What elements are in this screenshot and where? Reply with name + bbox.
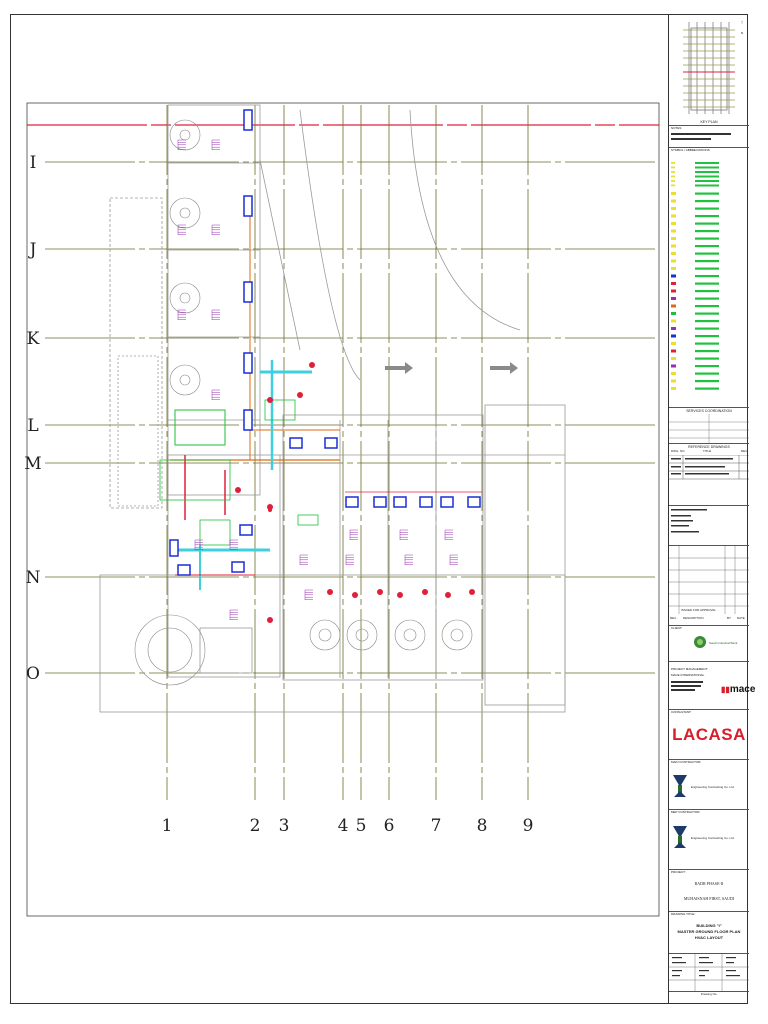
schedule-block bbox=[350, 530, 358, 540]
contractor-logo-icon bbox=[671, 773, 689, 801]
client-logo-icon bbox=[693, 635, 707, 649]
revision-col-by: BY bbox=[727, 616, 732, 620]
column-grid-lines bbox=[167, 105, 528, 800]
diffusers bbox=[235, 362, 475, 623]
row-grid-lines bbox=[45, 162, 655, 673]
pm-name: MACE INTERNATIONAL bbox=[671, 673, 705, 677]
revision-col-rev: REV. bbox=[670, 616, 677, 620]
column-label-4: 4 bbox=[337, 816, 349, 836]
notes-cell bbox=[669, 126, 749, 148]
services-coordination-cell bbox=[669, 408, 749, 444]
drawing-title-line-2: MASTER GROUND FLOOR PLAN bbox=[677, 929, 741, 934]
svg-text:N: N bbox=[740, 31, 744, 35]
building-walls bbox=[100, 105, 565, 712]
key-plan-cell bbox=[669, 14, 749, 126]
lacasa-logo: LACASA bbox=[672, 725, 746, 744]
drawing-number-label: Drawing No. bbox=[700, 992, 718, 996]
column-label-7: 7 bbox=[430, 816, 442, 836]
row-label-L: L bbox=[27, 416, 39, 436]
ductwork bbox=[160, 210, 482, 590]
drawing-title-cell bbox=[669, 912, 749, 954]
legend-symbols bbox=[669, 156, 749, 406]
column-label-9: 9 bbox=[522, 816, 534, 836]
row-label-I: I bbox=[29, 153, 37, 173]
column-grid-labels bbox=[162, 816, 534, 836]
services-coordination-heading: SERVICES COORDINATION bbox=[686, 409, 732, 413]
revision-grid bbox=[669, 546, 749, 614]
mace-logo: ▮▮mace bbox=[721, 684, 756, 695]
schedule-block bbox=[445, 530, 453, 540]
coordination-notes-cell bbox=[669, 506, 749, 546]
revision-col-description: DESCRIPTION bbox=[683, 616, 704, 620]
main-contractor-cell bbox=[669, 760, 749, 810]
schedule-block bbox=[400, 530, 408, 540]
ac-units bbox=[170, 110, 480, 575]
project-location: MUHAISNAH FIRST, SAUDI bbox=[683, 896, 735, 901]
key-plan-diagram bbox=[669, 14, 749, 122]
spiral-stairs bbox=[135, 120, 472, 685]
drawing-title-line-1: BUILDING "I" bbox=[696, 923, 722, 928]
column-label-2: 2 bbox=[249, 816, 261, 836]
column-label-1: 1 bbox=[161, 816, 173, 836]
ref-col-dwg: DWG. NO. bbox=[671, 449, 686, 453]
schedule-block bbox=[212, 390, 220, 400]
row-label-N: N bbox=[25, 568, 41, 588]
svg-text:↑: ↑ bbox=[740, 20, 744, 26]
legend-heading: SYMBOL / ABBREVIATIONS bbox=[671, 148, 710, 152]
row-label-O: O bbox=[26, 664, 40, 684]
column-label-5: 5 bbox=[355, 816, 367, 836]
ref-col-rev: REV. bbox=[741, 449, 748, 453]
main-contractor-label: MAIN CONTRACTOR: bbox=[671, 760, 702, 764]
coordination-notes-lines bbox=[669, 506, 749, 544]
consultant-cell bbox=[669, 710, 749, 760]
schedule-block bbox=[178, 140, 186, 150]
client-name: Saudi Industrial Bank bbox=[709, 641, 738, 645]
schedule-block bbox=[230, 610, 238, 620]
schedule-block bbox=[300, 555, 308, 565]
project-cell bbox=[669, 870, 749, 912]
notes-heading: NOTES bbox=[671, 126, 682, 130]
ref-col-title: TITLE bbox=[703, 449, 712, 453]
mep-contractor-label: MEP CONTRACTOR: bbox=[671, 810, 701, 814]
project-name: BADR PHASE-II bbox=[694, 881, 724, 886]
drawing-title-label: DRAWING TITLE: bbox=[671, 912, 696, 916]
schedule-block bbox=[405, 555, 413, 565]
schedule-block bbox=[212, 140, 220, 150]
row-label-K: K bbox=[26, 329, 40, 349]
project-management-cell bbox=[669, 662, 756, 710]
mep-contractor-logo-icon bbox=[671, 824, 689, 852]
mep-contractor-cell bbox=[669, 810, 749, 870]
drawing-title-line-3: HVAC LAYOUT bbox=[694, 935, 724, 940]
pm-address-line bbox=[671, 685, 701, 687]
row-label-M: M bbox=[24, 454, 42, 474]
main-contractor-name: Engineering Contracting Co. Ltd. bbox=[691, 785, 735, 789]
drawing-info-grid bbox=[669, 954, 749, 992]
schedule-block bbox=[305, 590, 313, 600]
notes-line bbox=[671, 133, 731, 135]
schedule-block bbox=[178, 225, 186, 235]
schedule-block bbox=[178, 310, 186, 320]
consultant-label: CONSULTANT: bbox=[671, 710, 692, 714]
notes-line bbox=[671, 138, 711, 140]
pm-address-line bbox=[671, 689, 695, 691]
column-label-3: 3 bbox=[278, 816, 290, 836]
client-cell bbox=[669, 626, 749, 662]
title-block bbox=[668, 14, 756, 1004]
row-label-J: J bbox=[29, 240, 37, 260]
legend-cell bbox=[669, 148, 749, 408]
schedule-block bbox=[212, 225, 220, 235]
revision-status: ISSUED FOR APPROVAL bbox=[681, 608, 716, 612]
pm-address-line bbox=[671, 681, 703, 683]
ref-table-lines bbox=[669, 455, 749, 505]
services-grid bbox=[669, 414, 749, 444]
pm-label: PROJECT MANAGEMENT: bbox=[671, 667, 708, 671]
key-plan-label: KEY PLAN bbox=[700, 119, 718, 124]
project-label: PROJECT: bbox=[671, 870, 686, 874]
mep-contractor-name: Engineering Contracting Co. Ltd. bbox=[691, 836, 735, 840]
equipment-schedules bbox=[178, 140, 458, 620]
column-label-8: 8 bbox=[476, 816, 488, 836]
drawing-info-cell bbox=[669, 954, 749, 992]
column-label-6: 6 bbox=[383, 816, 395, 836]
reference-drawings-heading: REFERENCE DRAWINGS bbox=[688, 445, 730, 449]
schedule-block bbox=[346, 555, 354, 565]
flow-arrows bbox=[385, 362, 518, 374]
schedule-block bbox=[212, 310, 220, 320]
revision-col-date: DATE bbox=[737, 616, 745, 620]
schedule-block bbox=[450, 555, 458, 565]
revision-table-cell bbox=[669, 546, 749, 626]
client-label: CLIENT: bbox=[671, 626, 683, 630]
reference-drawings-cell bbox=[669, 444, 749, 506]
